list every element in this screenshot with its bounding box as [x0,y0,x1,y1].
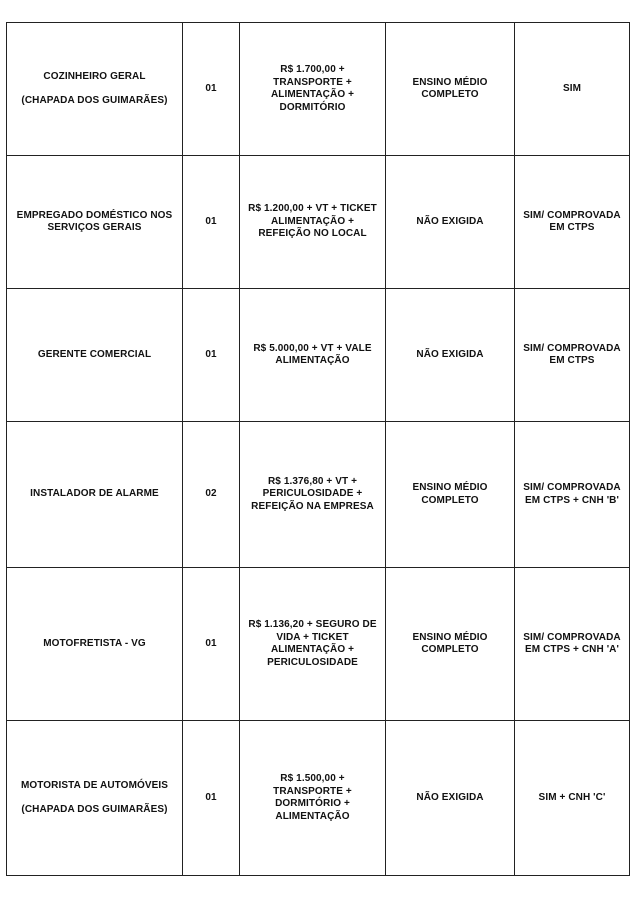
salary-cell: R$ 1.700,00 + TRANSPORTE + ALIMENTAÇÃO + DORMITÓRIO [240,23,386,156]
job-title-cell [7,422,183,568]
experience-cell: SIM/ COMPROVADA EM CTPS + CNH 'B' [515,422,630,568]
vacancies-cell: 02 [183,422,240,568]
education-cell: ENSINO MÉDIO COMPLETO [386,23,515,156]
experience-cell: SIM [515,23,630,156]
education-cell: NÃO EXIGIDA [386,289,515,422]
experience-cell: SIM/ COMPROVADA EM CTPS [515,289,630,422]
vacancies-cell: 01 [183,156,240,289]
table-row [7,289,630,422]
job-title-cell [7,721,183,876]
salary-cell: R$ 1.500,00 + TRANSPORTE + DORMITÓRIO + ALIMENTAÇÃO [240,721,386,876]
salary-cell: R$ 1.376,80 + VT + PERICULOSIDADE + REFEIÇÃO NA EMPRESA [240,422,386,568]
job-vacancies-table [6,22,630,876]
job-title: MOTOFRETISTA - VG [43,637,146,649]
vacancies-cell: 01 [183,289,240,422]
job-title: COZINHEIRO GERAL [43,70,146,82]
education-cell: NÃO EXIGIDA [386,156,515,289]
vacancies-cell: 01 [183,568,240,721]
experience-cell: SIM + CNH 'C' [515,721,630,876]
table-row [7,721,630,876]
experience-cell: SIM/ COMPROVADA EM CTPS + CNH 'A' [515,568,630,721]
salary-cell: R$ 1.200,00 + VT + TICKET ALIMENTAÇÃO + REFEIÇÃO NO LOCAL [240,156,386,289]
job-title-cell [7,23,183,156]
job-location: (CHAPADA DOS GUIMARÃES) [21,804,168,815]
table-row [7,156,630,289]
job-location: (CHAPADA DOS GUIMARÃES) [21,95,168,106]
education-cell: ENSINO MÉDIO COMPLETO [386,422,515,568]
vacancies-cell: 01 [183,23,240,156]
job-title-cell [7,289,183,422]
job-title-cell [7,568,183,721]
job-title: GERENTE COMERCIAL [37,348,152,360]
vacancies-cell: 01 [183,721,240,876]
salary-cell: R$ 5.000,00 + VT + VALE ALIMENTAÇÃO [240,289,386,422]
education-cell: ENSINO MÉDIO COMPLETO [386,568,515,721]
education-cell: NÃO EXIGIDA [386,721,515,876]
job-title: MOTORISTA DE AUTOMÓVEIS [20,779,169,791]
job-title: EMPREGADO DOMÉSTICO NOS SERVIÇOS GERAIS [16,209,173,233]
table-row [7,568,630,721]
job-title: INSTALADOR DE ALARME [30,488,159,500]
table-row [7,422,630,568]
job-title-cell [7,156,183,289]
experience-cell: SIM/ COMPROVADA EM CTPS [515,156,630,289]
table-row [7,23,630,156]
salary-cell: R$ 1.136,20 + SEGURO DE VIDA + TICKET ALIMENTAÇÃO + PERICULOSIDADE [240,568,386,721]
